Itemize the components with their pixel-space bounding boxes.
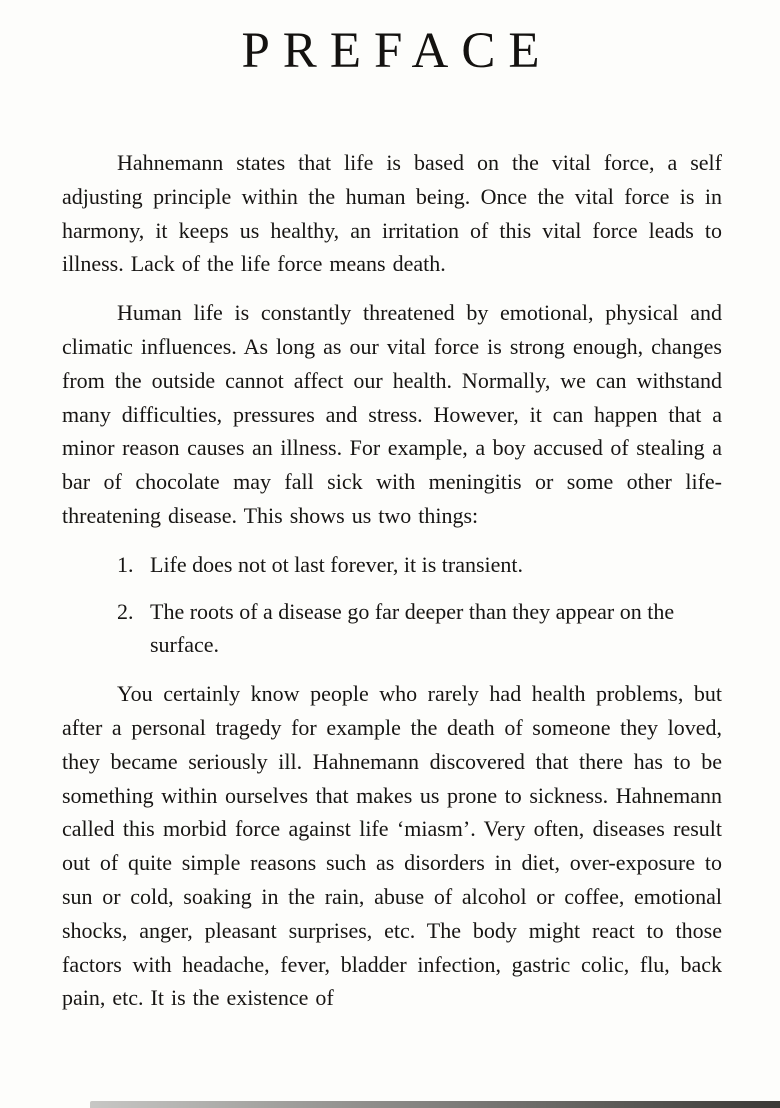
paragraph-miasm: You certainly know people who rarely had health problems, but after a personal tragedy for example the death of someone they loved, they became seriously ill. Hahnemann discovered that there has to be something within ourselves that makes us prone to sickness. Hahnemann called this morbid force against life ‘miasm’. Very often, diseases result out of quite simple reasons such as disorders in diet, over-exposure to sun or cold, soaking in the rain, abuse of alcohol or coffee, emotional shocks, anger, pleasant surprises, etc. The body might react to those factors with headache, fever, bladder infection, gastric colic, flu, back pain, etc. It is the existence of xyxy=(62,681,722,1011)
list-item-text: The roots of a disease go far deeper than they appear on the surface. xyxy=(150,598,675,658)
list-item-number: 2. xyxy=(117,598,134,624)
list-item xyxy=(62,548,722,582)
paragraph-human-life: Human life is constantly threatened by emotional, physical and climatic influences. As long as our vital force is strong enough, changes from the outside cannot affect our health. Normally, we can withstand many difficulties, pressures and stress. However, it can happen that a minor reason causes an illness. For example, a boy accused of stealing a bar of chocolate may fall sick with meningitis or some other life-threatening disease. This shows us two things: xyxy=(62,300,722,528)
list-item-number: 1. xyxy=(117,551,134,577)
page-title: PREFACE xyxy=(241,23,553,79)
numbered-list xyxy=(62,548,722,662)
list-item-text: Life does not ot last forever, it is transient. xyxy=(150,551,524,577)
paragraph-vital-force: Hahnemann states that life is based on the vital force, a self adjusting principle within the human being. Once the vital force is in harmony, it keeps us healthy, an irritation of this vital force leads to illness. Lack of the life force means death. xyxy=(62,150,722,277)
body-text xyxy=(62,146,722,1015)
list-item xyxy=(62,595,722,663)
scan-edge-shadow xyxy=(90,1101,780,1108)
